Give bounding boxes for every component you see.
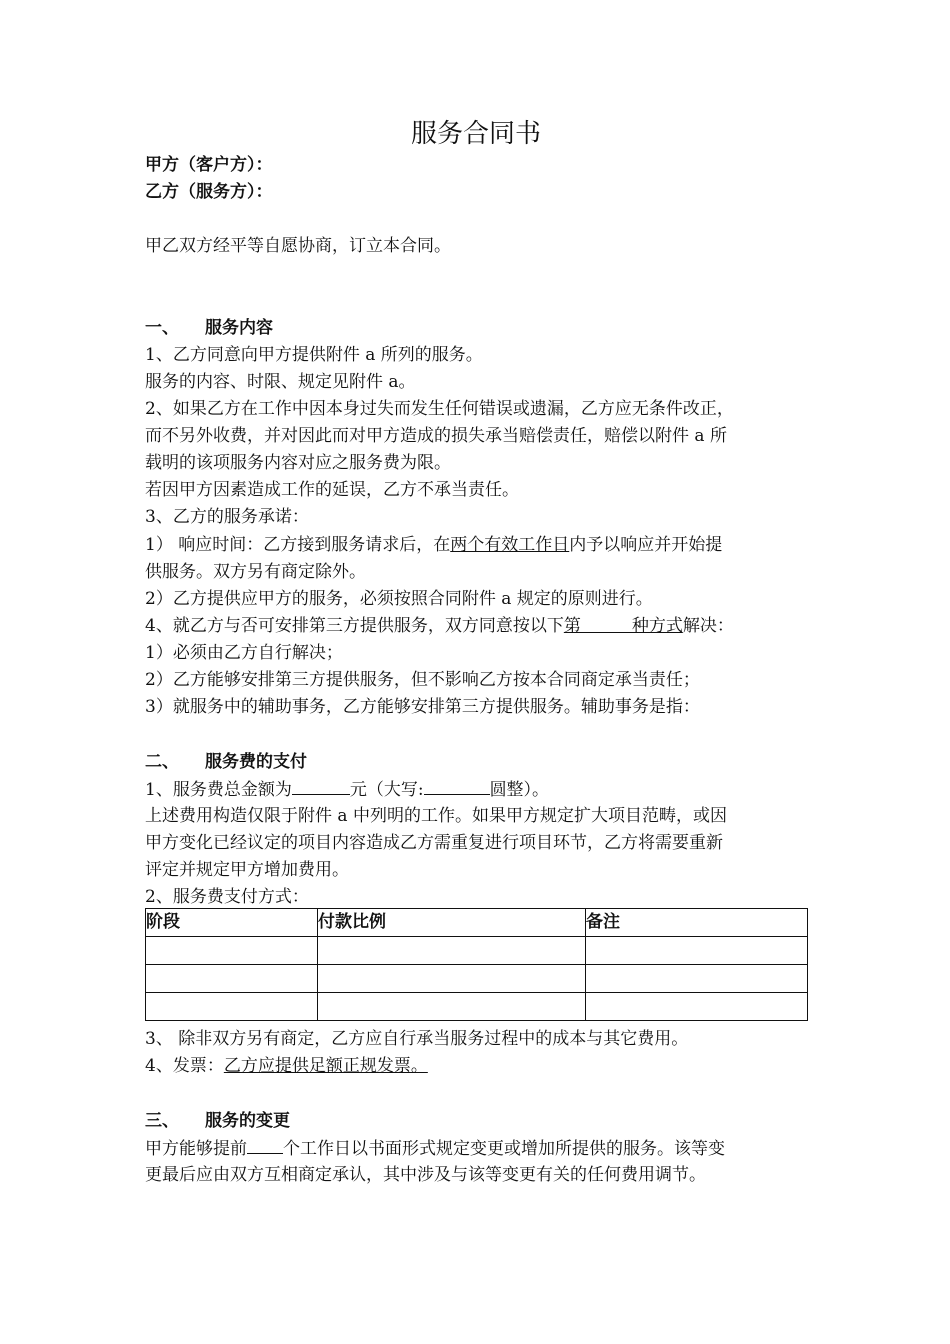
- table-cell: [586, 937, 808, 965]
- s1-line-8: [145, 532, 722, 559]
- s1-line-7: 3、乙方的服务承诺：: [145, 507, 309, 527]
- section-3-heading: [145, 1108, 290, 1135]
- payment-table: [145, 908, 808, 1021]
- section-3-title: 服务的变更: [205, 1111, 290, 1131]
- s3-line-1: [145, 1135, 725, 1163]
- s1-line-6: 若因甲方因素造成工作的延误，乙方不承当责任。: [145, 480, 519, 500]
- table-cell: [318, 993, 586, 1021]
- payment-table-header: [146, 909, 808, 937]
- header-payment-ratio: 付款比例: [318, 909, 586, 937]
- s1-line-4: 而不另外收费，并对因此而对甲方造成的损失承当赔偿责任，赔偿以附件 a 所: [145, 426, 727, 446]
- s1-line-11-pre: 4、就乙方与否可安排第三方提供服务，双方同意按以下: [145, 616, 564, 636]
- section-2-number: 二、: [145, 752, 179, 772]
- s1-line-9: 供服务。双方另有商定除外。: [145, 562, 366, 582]
- table-cell: [586, 993, 808, 1021]
- section-2-heading: [145, 749, 307, 776]
- s2-line-4: 评定并规定甲方增加费用。: [145, 860, 349, 880]
- s2-line-2: 上述费用构造仅限于附件 a 中列明的工作。如果甲方规定扩大项目范畴，或因: [145, 806, 727, 826]
- party-a-line: 甲方（客户方）：: [145, 155, 273, 175]
- s1-line-13: 2）乙方能够安排第三方提供服务，但不影响乙方按本合同商定承当责任；: [145, 670, 700, 690]
- section-3-number: 三、: [145, 1111, 179, 1131]
- section-1-number: 一、: [145, 318, 179, 338]
- s1-line-11: [145, 613, 734, 640]
- section-1-title: 服务内容: [205, 318, 273, 338]
- table-cell: [318, 937, 586, 965]
- table-cell: [318, 965, 586, 993]
- table-cell: [586, 965, 808, 993]
- header-remarks: 备注: [586, 909, 808, 937]
- s1-line-8-pre: 1） 响应时间：乙方接到服务请求后，在: [145, 535, 451, 555]
- table-cell: [146, 965, 318, 993]
- s1-line-5: 载明的该项服务内容对应之服务费为限。: [145, 453, 451, 473]
- s3-line-1-post: 个工作日以书面形式规定变更或增加所提供的服务。该等变: [283, 1139, 725, 1159]
- s1-line-8-post: 内予以响应并开始提: [569, 535, 723, 555]
- table-row: [146, 993, 808, 1021]
- s3-line-2: 更最后应由双方互相商定承认，其中涉及与该等变更有关的任何费用调节。: [145, 1165, 706, 1185]
- table-row: [146, 937, 808, 965]
- s1-line-12: 1）必须由乙方自行解决；: [145, 643, 343, 663]
- amount-capital-blank: [424, 776, 490, 795]
- party-b-line: 乙方（服务方）：: [145, 182, 273, 202]
- amount-blank: [292, 776, 350, 795]
- s2-line-7: [145, 1053, 428, 1080]
- intro-paragraph: 甲乙双方经平等自愿协商，订立本合同。: [145, 236, 451, 256]
- invoice-underlined: 乙方应提供足额正规发票。: [223, 1056, 428, 1076]
- table-cell: [146, 993, 318, 1021]
- s2-line-1-pre: 1、服务费总金额为: [145, 780, 292, 800]
- header-stage: 阶段: [146, 909, 318, 937]
- s2-line-5: 2、服务费支付方式：: [145, 887, 309, 907]
- s1-line-1: 1、乙方同意向甲方提供附件 a 所列的服务。: [145, 345, 483, 365]
- s1-line-3: 2、如果乙方在工作中因本身过失而发生任何错误或遗漏，乙方应无条件改正，: [145, 399, 734, 419]
- s3-line-1-pre: 甲方能够提前: [145, 1139, 247, 1159]
- s2-line-1-post: 圆整）。: [489, 780, 550, 800]
- method-choice-underlined: 第 种方式: [563, 616, 683, 636]
- table-row: [146, 965, 808, 993]
- document-title: 服务合同书: [410, 119, 541, 149]
- s2-line-3: 甲方变化已经议定的项目内容造成乙方需重复进行项目环节，乙方将需要重新: [145, 833, 723, 853]
- s2-line-1-mid: 元（大写:: [349, 780, 424, 800]
- s1-line-11-post: 解决：: [682, 616, 734, 636]
- days-blank: [247, 1135, 283, 1154]
- response-time-underlined: 两个有效工作日: [450, 535, 570, 555]
- s1-line-2: 服务的内容、时限、规定见附件 a。: [145, 372, 416, 392]
- section-2-title: 服务费的支付: [205, 752, 307, 772]
- s2-line-7-pre: 4、发票：: [145, 1056, 224, 1076]
- section-1-heading: [145, 315, 273, 342]
- table-cell: [146, 937, 318, 965]
- s2-line-1: [145, 776, 549, 804]
- s1-line-14: 3）就服务中的辅助事务，乙方能够安排第三方提供服务。辅助事务是指：: [145, 697, 700, 717]
- s2-line-6: 3、 除非双方另有商定，乙方应自行承当服务过程中的成本与其它费用。: [145, 1029, 689, 1049]
- s1-line-10: 2）乙方提供应甲方的服务，必须按照合同附件 a 规定的原则进行。: [145, 589, 653, 609]
